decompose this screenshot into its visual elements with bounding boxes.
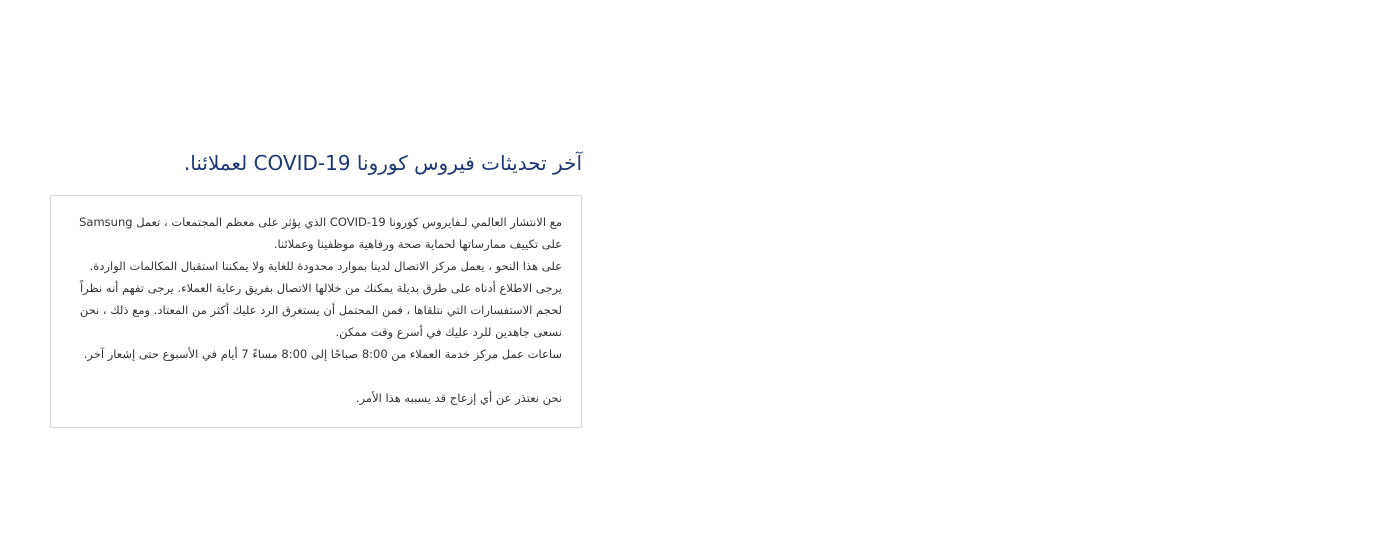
paragraph-spacer	[70, 365, 562, 387]
notice-box	[50, 195, 582, 428]
notice-title: آخر تحديثات فيروس كورونا COVID-19 لعملائنا.	[183, 151, 582, 175]
notice-paragraph-call-center: على هذا النحو ، يعمل مركز الاتصال لدينا بموارد محدودة للغاية ولا يمكننا استقبال المكالمات الواردة.	[89, 259, 562, 273]
covid-notice	[50, 148, 582, 405]
notice-paragraph-hours: ساعات عمل مركز خدمة العملاء من 8:00 صباحًا إلى 8:00 مساءً 7 أيام في الأسبوع حتى إشعار آخر.	[83, 347, 562, 361]
notice-paragraph-intro: مع الانتشار العالمي لـفايروس كورونا COVID-19 الذي يؤثر على معظم المجتمعات ، تعمل Samsung على تكييف ممارساتها لحماية صحة ورفاهية موظفينا وعملائنا.	[79, 215, 562, 251]
notice-paragraph-alternatives: يرجى الاطلاع أدناه على طرق بديلة يمكنك من خلالها الاتصال بفريق رعاية العملاء. يرجى تفهم أنه نظراً لحجم الاستفسارات التي نتلقاها ، فمن المحتمل أن يستغرق الرد عليك أكثر من المعتاد. ومع ذلك ، نحن نسعى جاهدين للرد عليك في أسرع وقت ممكن.	[79, 281, 562, 339]
notice-body	[70, 211, 562, 409]
notice-paragraph-apology: نحن نعتذر عن أي إزعاج قد يسببه هذا الأمر.	[355, 391, 562, 405]
